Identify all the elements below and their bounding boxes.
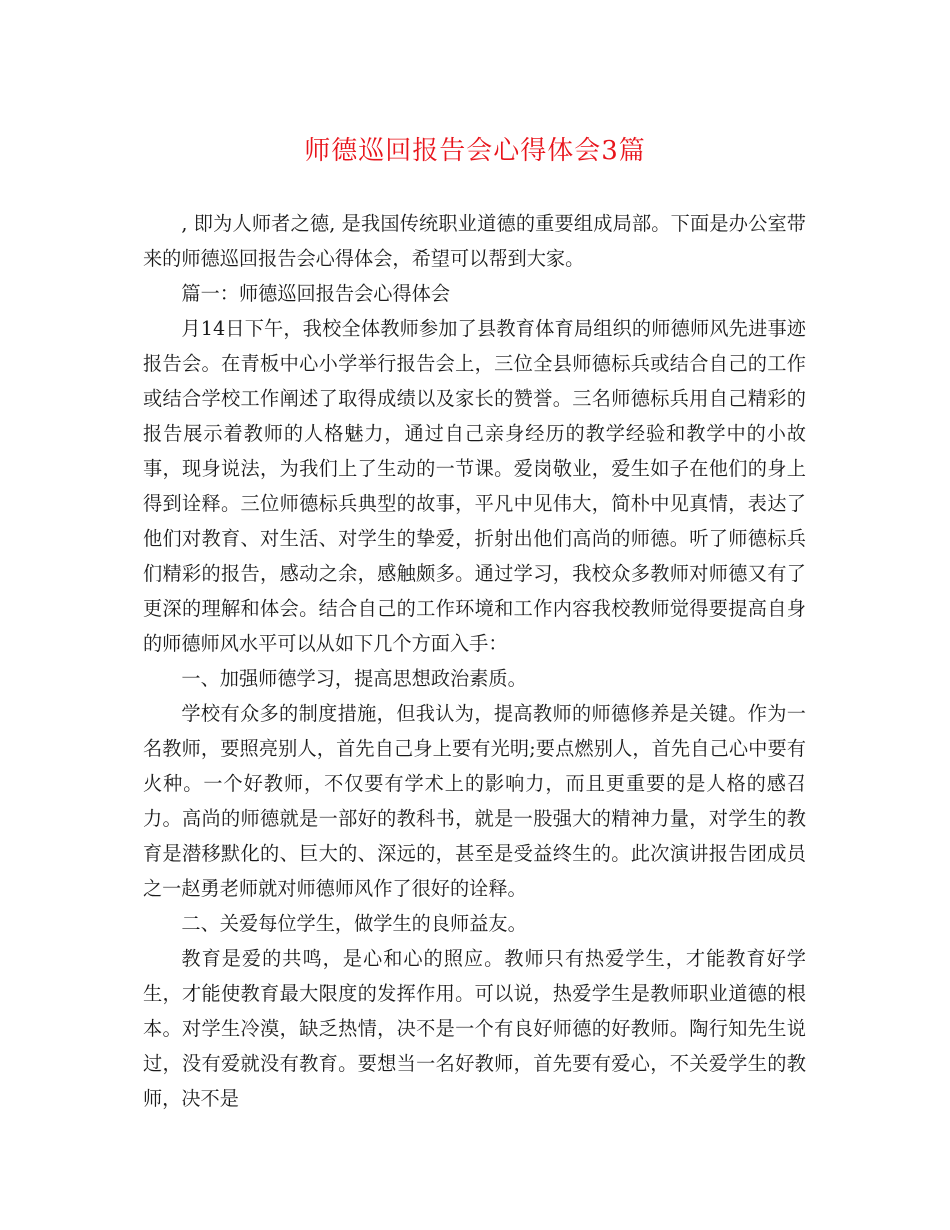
body-paragraph: 学校有众多的制度措施，但我认为，提高教师的师德修养是关键。作为一名教师，要照亮别人，首先自己身上要有光明;要点燃别人，首先自己心中要有火种。一个好教师，不仅要有学术上的影响力，而且更重要的是人格的感召力。高尚的师德就是一部好的教科书，就是一股强大的精神力量，对学生的教育是潜移默化的、巨大的、深远的，甚至是受益终生的。此次演讲报告团成员之一赵勇老师就对师德师风作了很好的诠释。 bbox=[143, 702, 806, 900]
document-body bbox=[143, 206, 806, 1116]
section-heading: 篇一：师德巡回报告会心得体会 bbox=[181, 282, 451, 305]
body-paragraph: 教育是爱的共鸣，是心和心的照应。教师只有热爱学生，才能教育好学生，才能使教育最大限度的发挥作用。可以说，热爱学生是教师职业道德的根本。对学生冷漠，缺乏热情，决不是一个有良好师德的好教师。陶行知先生说过，没有爱就没有教育。要想当一名好教师，首先要有爱心，不关爱学生的教师，决不是 bbox=[143, 947, 806, 1110]
subheading: 一、加强师德学习，提高思想政治素质。 bbox=[181, 667, 527, 690]
document-title: 师德巡回报告会心得体会3篇 bbox=[304, 136, 646, 166]
body-paragraph: 月14日下午，我校全体教师参加了县教育体育局组织的师德师风先进事迹报告会。在青板中心小学举行报告会上，三位全县师德标兵或结合自己的工作或结合学校工作阐述了取得成绩以及家长的赞誉。三名师德标兵用自己精彩的报告展示着教师的人格魅力，通过自己亲身经历的教学经验和教学中的小故事，现身说法，为我们上了生动的一节课。爱岗敬业，爱生如子在他们的身上得到诠释。三位师德标兵典型的故事，平凡中见伟大，简朴中见真情，表达了他们对教育、对生活、对学生的挚爱，折射出他们高尚的师德。听了师德标兵们精彩的报告，感动之余，感触颇多。通过学习，我校众多教师对师德又有了更深的理解和体会。结合自己的工作环境和工作内容我校教师觉得要提高自身的师德师风水平可以从如下几个方面入手： bbox=[143, 317, 806, 655]
intro-paragraph: , 即为人师者之德, 是我国传统职业道德的重要组成局部。下面是办公室带来的师德巡回报告会心得体会，希望可以帮到大家。 bbox=[143, 212, 806, 270]
subheading: 二、关爱每位学生，做学生的良师益友。 bbox=[181, 912, 527, 935]
